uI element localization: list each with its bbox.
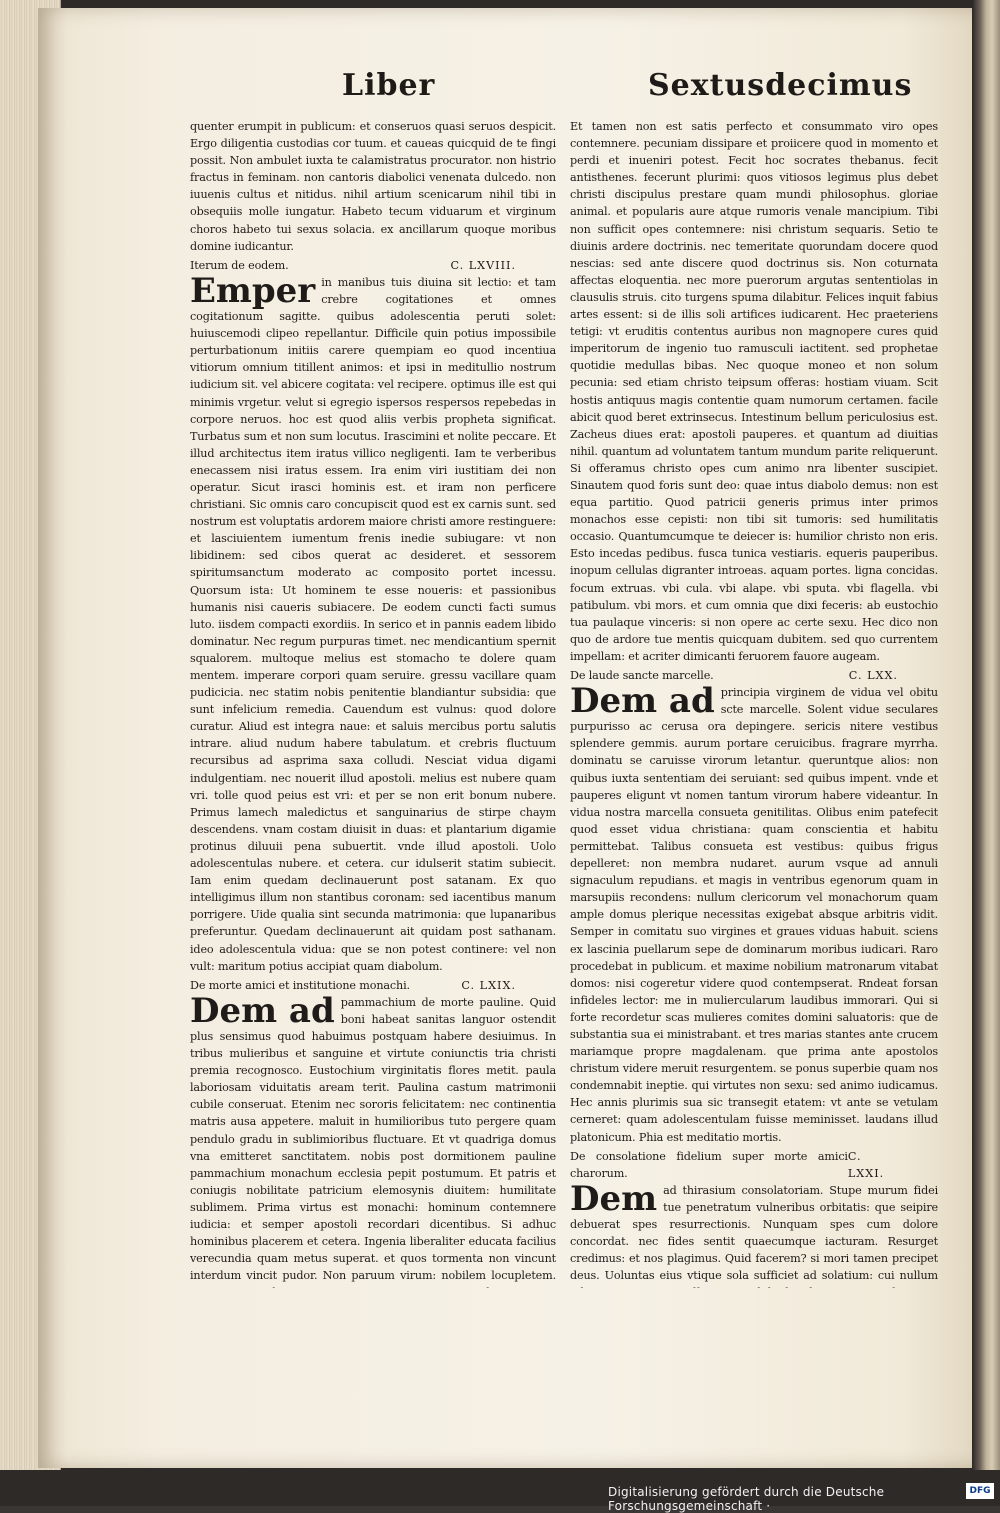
chapter-rubric — [570, 1148, 938, 1182]
initial-word: Dem ad — [190, 990, 335, 1031]
digitization-footer — [0, 1478, 1000, 1513]
paragraph-text: ad thirasium consolatoriam. Stupe murum fidei tue penetratum vulneribus orbitatis: que seipire debuerat spes resurrectionis. Nunquam spes cum dolore concordat. nec fides sentit quaecumque iacturam. Resurget credimus: et nos plagimus. Quid facerem? si mori tamen precipet deus. Uoluntas eius vtique sola sufficiet ad solatium: cui nullum — [570, 1183, 938, 1283]
paragraph-text: in manibus tuis diuina sit lectio: et tam crebre cogitationes et omnes cogitationum sagitte. quibus adolescentia peruti solet: huiuscemodi clipeo repellantur. Difficile quin potius impossibile perturbationum initiis carere quempiam eo quod incentiua vitiorum omnium titillent animos: et ipsi in meditullio nostrum iudicium sit. vel abicere cogitata: vel recipere. optimus ille est qui minimis vrgetur. velut si egregio ispersos respersos repebedas in corpore neruos. hoc est quod aliis verbis propheta significat. Turbatus sum et non sum locutus. Irascimini et nolite peccare. Et illud architectus item iratus villico negligenti. Iam te verberibus enecassem nisi iratus essem. Ira enim viri iustitiam dei non operatur. Sicut irasci hominis est. et iram non perficere christiani. Sic omnis caro concupiscit quod est ex carnis sunt. sed nostrum est voluptatis ardorem maiore christi amore restinguere: et lasciuientem iumentum frenis inedie subiugare: vt non libidinem: sed cibos querat ac desideret. et sessorem spiritumsanctum moderato ac composito portet incessu. Quorsum ista: Ut hominem te esse noueris: et passionibus humanis nisi caueris subiacere. De eodem cuncti facti sumus luto. iisdem compacti exordiis. In serico et in pannis eadem libido dominatur. Nec regum purpuras timet. nec mendicantium spernit squalorem. multoque melius est stomacho te dolere quam mentem. imperare corpori quam seruire. gressu vacillare quam pudicicia. nec statim nobis penitentie blandiantur subsidia: que sunt infelicium remedia. Cauendum est vulnus: quod dolore curatur. Aliud est integra naue: et saluis mercibus portu salutis intrare. aliud nudum habere tabulatum. et crebris fluctuum recursibus ad asprima saxa colludi. Nesciat vidua digami indulgentiam. nec nouerit illud apostoli. melius est nubere quam vri. tolle quod peius est vri: et per se non erit bonum nubere. Primus lamech maledictus et sanguinarius de stirpe chaym descendens. vnam costam diuisit in duas: et plantarium digamie protinus diluuii pena subuertit. vnde illud apostoli. Uolo adolescentulas nubere. et cetera. cur idulserit statim subiecit. Iam enim quedam declinauerunt post satanam. Ex quo intelligimus illum non stantibus coronam: sed iacentibus manum porrigere. Uide qualia sint secunda matrimonia: que lupanaribus preferuntur. Quedam declinauerunt ait quidam post sathanam. ideo adolescentula vidua: que se non potest continere: vel non vult: maritum potius accipiat quam diabolum. — [190, 275, 556, 973]
paragraph — [570, 681, 938, 1146]
rubric-title: De consolatione fidelium super morte amici charorum. — [570, 1149, 848, 1180]
paragraph-text: principia virginem de vidua vel obitu scte marcelle. Solent vidue seculares purpurisso ac cerusa ora depingere. sericis nitere vestibus splendere gemmis. aurum portare ceruicibus. fragrare myrrha. dominatu se caruisse virorum letantur. queruntque alios: non quibus iuxta sententiam dei seruiant: sed quibus impent. vnde et pauperes eligunt vt nomen tantum virorum habere videantur. In vidua nostra marcella consueta genitilitas. Olibus enim patefecit quod esset vidua christiana: quam conscientia et habitu permittebat. Talibus consueta est vestibus: quibus frigus depelleret: non membra nudaret. aurum vsque ad annuli signaculum repudians. et magis in ventribus egenorum quam in marsupiis recondens: nullum clericorum vel monachorum quam ample domus plerique necessitas exigebat absque arbitris vidit. Semper in comitatu suo virgines et graues viduas habuit. sciens ex lascinia puellarum sepe de dominarum moribus iudicari. Raro procedebat in publicum. et maxime nobilium matronarum vitabat domos: nisi cogeretur videre quod contempserat. Rndeat forsan infideles lector: me in muliercularum laudibus immorari. Qui si forte recordetur scas mulieres comites domini saluatoris: que de substantia sua ei ministrabant. et tres marias stantes ante crucem mariamque propre magdalenam. que prima ante apostolos christum videre meruit resurgentem. se ponus superbie quam nos condemnabit ineptie. qui virtutes non sexu: sed animo iudicamus. Hec annis plurimis sua sic transegit etatem: vt ante se vetulam cerneret: quam adolescentulam fuisse meminisset. laudans illud platonicum. Phia est meditatio mortis. — [570, 686, 938, 1144]
paragraph — [190, 990, 556, 1288]
initial-word: Dem — [570, 1178, 658, 1219]
chapter-number: C. LXVIII. — [450, 258, 516, 272]
chapter-number: C. LXIX. — [461, 978, 516, 992]
chapter-rubric — [570, 667, 938, 684]
running-head-right: Sextusdecimus — [648, 68, 913, 103]
left-text-column — [190, 118, 556, 1288]
paragraph: Et tamen non est satis perfecto et consummato viro opes contemnere. pecuniam dissipare et proiicere quod in momento et perdi et inueniri potest. Fecit hoc socrates thebanus. fecit antisthenes. fecerunt plurimi: quos vitiosos legimus plus debet christi discipulus prestare quam mundi philosophus. gloriae animal. et popularis aure atque rumoris venale mancipium. Tibi non sufficit opes contemnere: nisi christum sequaris. Setio te diuinis ardere doctrinis. nec temeritate quorundam docere quod nescias: sed ante discere quod doctrinus sis. Non coturnata affectas eloquentia. nec more puerorum argutas sententiolas in clausulis struis. cito turgens spuma dilabitur. Felices inquit fabius artes essent: si de illis soli artifices iudicarent. Hec praeteriens tetigi: vt eruditis contentus auribus non magnopere cures quid imperitorum de ingenio tuo ramusculi iactitent. sed prophetae quotidie medullas bibas. Nec quoque moneo et non solum pecunia: sed etiam christo teipsum offeras: hostiam viuam. Scit hostis antiquus magis contentie quam numorum certamen. facile abicit quod beret extrinsecus. Intestinum bellum periculosius est. Zacheus diues erat: apostoli pauperes. et quantum ad diuitias nihil. quantum ad voluntatem tantum mundum parite reliquerunt. Si offeramus christo opes cum animo nra libenter suscipiet. Sinautem quod foris sunt deo: quae intus diabolo demus: non est equa partitio. Quod patricii generis primus inter primos monachos esse cepisti: non tibi sit tumoris: sed humilitatis occasio. Quantumcumque te deiecer is: humilior christo non eris. Esto incedas pedibus. fusca tunica vestiaris. equeris pauperibus. inopum cellulas digranter introeas. aquam portes. ligna concidas. focum extruas. vbi cula. vbi alape. vbi sputa. vbi flagella. vbi patibulum. vbi mors. et cum omnia que dixi feceris: ab eustochio tua paulaque vinceris: si non opere ac certe sexu. Hec dico non quo de ardore tue mentis quicquam dubitem. sed quo currentem impellam: et acriter dimicanti feruorem fauore augeam. — [570, 120, 938, 663]
chapter-number: C. LXXI. — [847, 1149, 885, 1180]
rubric-title: Iterum de eodem. — [190, 258, 289, 272]
dfg-logo: DFG — [966, 1483, 994, 1499]
paragraph — [570, 1178, 938, 1288]
chapter-number: C. LXX. — [848, 669, 898, 682]
paragraph-text: pammachium de morte pauline. Quid boni habeat sanitas languor ostendit plus sensimus quod habuimus postquam habere desiuimus. In tribus mulieribus et sanguine et virtute coniunctis tria christi premia recognosco. Eustochium virginitatis flores metit. paula laboriosam viduitatis aream terit. Paulina castum matrimonii cubile conseruat. Etenim nec sororis felicitatem: nec continentia matris ausa appetere. maluit in humilioribus tuto pergere quam pendulo gradu in sublimioribus fluctuare. Et vt quadriga domus vna emitteret sanctitatem. nobis post dormitionem pauline pammachium monachum ecclesia pepit postumum. Et patris et coniugis nobilitate patricium elemosynis diuitem: humilitate sublimem. Prima virtus est monachi: hominum contemnere iudicia: et semper apostoli recordari dicentibus. Si adhuc hominibus placerem et cetera. Ingenia liberaliter educata facilius verecundia quam metus superat. et quos tormenta non vincunt interdum vincit pudor. Non paruum virum: nobilem locupletem. — [190, 995, 556, 1283]
footer-credit: Digitalisierung gefördert durch die Deutsche Forschungsgemeinschaft · — [608, 1485, 885, 1513]
right-text-column — [570, 118, 938, 1288]
paragraph — [190, 270, 556, 975]
running-head-left: Liber — [342, 68, 436, 103]
rubric-title: De laude sancte marcelle. — [570, 669, 714, 682]
chapter-rubric — [190, 977, 556, 994]
chapter-rubric — [190, 257, 556, 274]
rubric-title: De morte amici et institutione monachi. — [190, 978, 410, 992]
paragraph: quenter erumpit in publicum: et conseruos quasi seruos despicit. Ergo diligentia custodias cor tuum. et caueas quicquid de te fingi possit. Non ambulet iuxta te calamistratus procurator. non histrio fractus in feminam. non cantoris diabolici venenata dulcedo. non iuuenis cultus et nitidus. nihil artium scenicarum nihil tibi in obsequiis molle iungatur. Habeto tecum viduarum et virginum choros habeto tui sexus solacia. ex ancillarum quoque moribus domine iudicantur. — [190, 120, 556, 253]
facing-page-edge — [972, 0, 1000, 1470]
initial-word: Dem ad — [570, 681, 715, 722]
initial-word: Emper — [190, 270, 316, 311]
